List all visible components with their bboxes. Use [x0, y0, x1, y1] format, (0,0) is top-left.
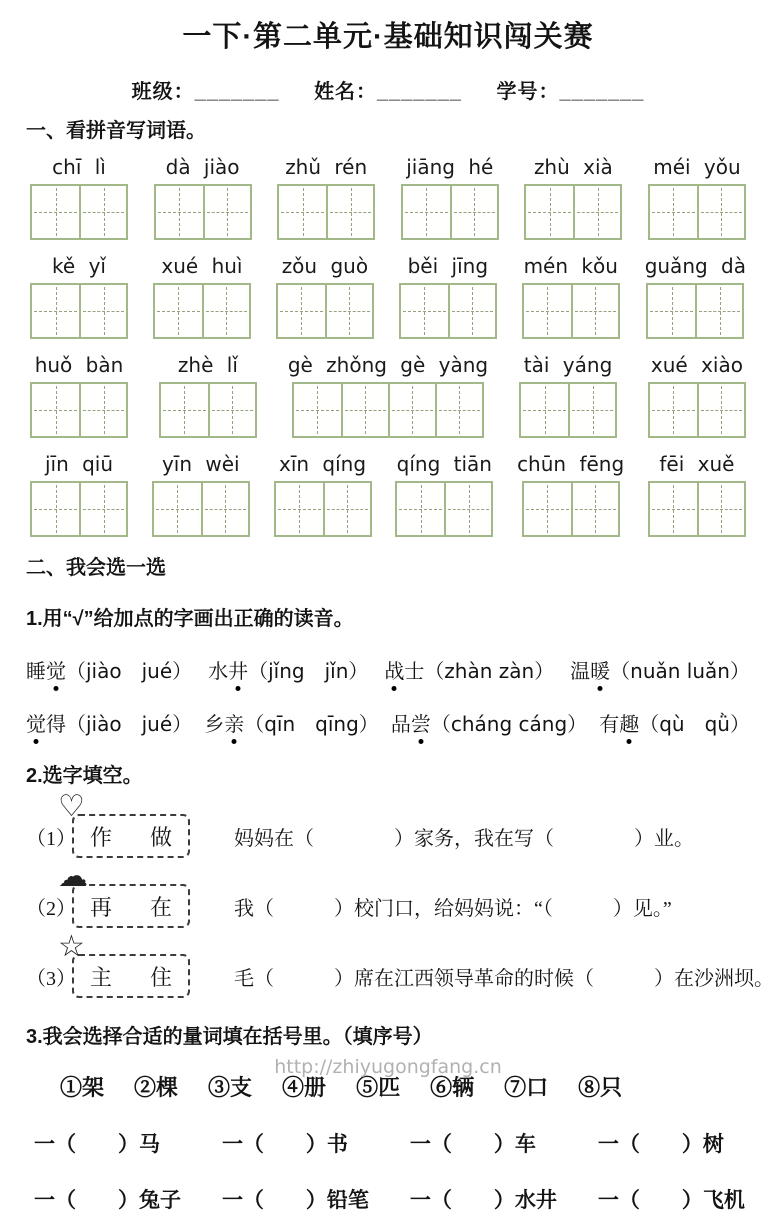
measure-option[interactable]: ⑤匹 [356, 1075, 401, 1100]
choice-char[interactable]: 住 [149, 964, 172, 990]
grid-cell [203, 186, 250, 238]
item-number: （2） [26, 897, 76, 920]
pinyin-row-4 [30, 452, 746, 537]
grid-cell [650, 384, 697, 436]
char-choice-box[interactable] [58, 789, 190, 858]
fill-blank-row-3 [26, 929, 774, 998]
writing-grid-box[interactable] [276, 283, 374, 339]
pinyin-label: zhù xià [533, 155, 613, 179]
writing-grid-box[interactable] [152, 481, 250, 537]
measure-option[interactable]: ⑥辆 [430, 1075, 475, 1100]
writing-grid-box[interactable] [646, 283, 744, 339]
grid-cell [648, 285, 695, 337]
pinyin-label: gè zhǒng gè yàng [287, 353, 489, 377]
pinyin-label: jīn qiū [44, 452, 114, 476]
grid-cell [202, 285, 249, 337]
grid-cell [571, 285, 618, 337]
pinyin-word [30, 452, 128, 537]
grid-cell [155, 285, 202, 337]
pronunciation-options[interactable]: （nuǎn luǎn） [610, 659, 750, 683]
grid-cell [278, 285, 325, 337]
word-char-dotted: 觉 [26, 708, 46, 737]
fill-blank-row-2 [26, 859, 750, 928]
measure-option[interactable]: ⑧只 [578, 1075, 623, 1100]
char-choice-box[interactable] [58, 859, 190, 928]
pronunciation-options[interactable]: （jiào jué） [66, 712, 193, 736]
grid-cell [526, 186, 573, 238]
grid-cell [325, 285, 372, 337]
grid-cell [79, 285, 126, 337]
grid-cell [156, 186, 203, 238]
pinyin-word [648, 353, 746, 438]
grid-cell [650, 186, 697, 238]
pinyin-label: jiāng hé [406, 155, 494, 179]
word-char: 温 [570, 661, 591, 683]
measure-option[interactable]: ③支 [208, 1075, 253, 1100]
fill-sentence: 毛（ ）席在江西领导革命的时候（ ）在沙洲坝。 [234, 967, 774, 990]
pinyin-word [153, 254, 251, 339]
pinyin-row-3 [30, 353, 746, 438]
pinyin-label: běi jīng [407, 254, 489, 278]
word-char-dotted: 尝 [411, 708, 431, 737]
pinyin-row-1 [30, 155, 746, 240]
writing-grid-box[interactable] [522, 283, 620, 339]
page-title: 一下·第二单元·基础知识闯关赛 [182, 21, 594, 53]
grid-cell [341, 384, 388, 436]
item-number: （1） [26, 827, 76, 850]
pinyin-label: xué xiào [650, 353, 743, 377]
writing-grid-box[interactable] [648, 481, 746, 537]
measure-blank-item[interactable]: 一（ ）马 [34, 1133, 160, 1156]
pinyin-word [152, 452, 250, 537]
star-icon: ☆ [58, 929, 85, 964]
grid-cell [450, 186, 497, 238]
pronunciation-options[interactable]: （qīn qīng） [244, 712, 379, 736]
grid-cell [521, 384, 568, 436]
word-char-dotted: 趣 [619, 708, 639, 737]
fill-blank-row-1 [26, 789, 750, 858]
choice-char[interactable]: 再 [90, 894, 113, 920]
pinyin-label: xué huì [161, 254, 243, 278]
grid-cell [154, 483, 201, 535]
watermark-url: http://zhiyugongfang.cn [274, 1056, 502, 1078]
pinyin-word [277, 155, 375, 240]
q3-heading: 3.我会选择合适的量词填在括号里。（填序号） [26, 1026, 433, 1048]
grid-cell [279, 186, 326, 238]
choice-char[interactable]: 作 [90, 824, 113, 850]
writing-grid-box[interactable] [522, 481, 620, 537]
pinyin-label: huǒ bàn [34, 353, 124, 377]
pronunciation-item [204, 708, 379, 737]
choice-char[interactable]: 主 [90, 964, 113, 990]
fill-sentence: 妈妈在（ ）家务，我在写（ ）业。 [234, 827, 694, 850]
grid-cell [448, 285, 495, 337]
grid-cell [388, 384, 435, 436]
choice-char[interactable]: 在 [149, 894, 172, 920]
writing-grid-box[interactable] [30, 481, 128, 537]
grid-cell [650, 483, 697, 535]
pinyin-label: fēi xuě [659, 452, 735, 476]
measure-blank-item[interactable]: 一（ ）兔子 [34, 1189, 181, 1212]
pinyin-word [288, 353, 488, 438]
pronunciation-item [26, 655, 192, 684]
measure-blank-item[interactable]: 一（ ）车 [409, 1133, 536, 1156]
grid-cell [294, 384, 341, 436]
pinyin-word [401, 155, 499, 240]
grid-cell [697, 186, 744, 238]
measure-blank-item[interactable]: 一（ ）书 [221, 1133, 348, 1156]
word-char: 得 [46, 714, 66, 736]
pronunciation-item [26, 708, 192, 737]
pinyin-word [399, 254, 497, 339]
grid-cell [697, 483, 744, 535]
writing-grid-box[interactable] [277, 184, 375, 240]
pinyin-label: yīn wèi [161, 452, 240, 476]
pinyin-word [522, 254, 620, 339]
grid-cell [444, 483, 491, 535]
writing-grid-box[interactable] [524, 184, 622, 240]
grid-cell [435, 384, 482, 436]
pronunciation-item [391, 708, 587, 737]
word-char-dotted: 暖 [590, 655, 610, 684]
writing-grid-box[interactable] [30, 382, 128, 438]
writing-grid-box[interactable] [648, 184, 746, 240]
pinyin-label: tài yáng [523, 353, 613, 377]
pinyin-label: zhǔ rén [285, 155, 368, 179]
pinyin-word [517, 452, 624, 537]
pinyin-word [274, 452, 372, 537]
cloud-icon: ☁ [58, 859, 88, 894]
word-char: 睡 [26, 661, 46, 683]
pinyin-word [648, 452, 746, 537]
name-field[interactable]: 姓名：_______ [314, 81, 462, 103]
pronunciation-options[interactable]: （jǐng jǐn） [248, 659, 369, 683]
pinyin-label: chūn fēng [517, 452, 625, 476]
pronunciation-item [570, 655, 750, 684]
grid-cell [276, 483, 323, 535]
pronunciation-options[interactable]: （qù qǜ） [639, 712, 750, 736]
grid-cell [208, 384, 255, 436]
student-info-line [26, 75, 750, 104]
pronunciation-item [208, 655, 368, 684]
pinyin-label: xīn qíng [279, 452, 367, 476]
pinyin-label: zhè lǐ [177, 353, 238, 377]
pinyin-label: méi yǒu [653, 155, 741, 179]
word-char-dotted: 战 [384, 655, 404, 684]
pinyin-label: qíng tiān [396, 452, 492, 476]
word-char: 乡 [204, 714, 225, 736]
writing-grid-box[interactable] [292, 382, 484, 438]
word-char-dotted: 亲 [224, 708, 244, 737]
pronunciation-item [599, 708, 750, 737]
pinyin-word [519, 353, 617, 438]
pinyin-word [159, 353, 257, 438]
word-char-dotted: 觉 [46, 655, 66, 684]
measure-option[interactable]: ②棵 [134, 1075, 179, 1100]
grid-cell [32, 186, 79, 238]
writing-grid-box[interactable] [153, 283, 251, 339]
class-field[interactable]: 班级：_______ [131, 81, 280, 103]
word-char: 士 [404, 661, 425, 683]
measure-option[interactable]: ①架 [60, 1075, 105, 1100]
pinyin-label: zǒu guò [281, 254, 369, 278]
grid-cell [161, 384, 208, 436]
measure-word-blanks [34, 1128, 750, 1214]
grid-cell [573, 186, 620, 238]
pronunciation-row-1 [26, 655, 750, 684]
word-char: 有 [599, 714, 620, 736]
grid-cell [326, 186, 373, 238]
writing-grid-box[interactable] [401, 184, 499, 240]
q1-heading: 1.用“√”给加点的字画出正确的读音。 [26, 608, 354, 630]
grid-cell [403, 186, 450, 238]
measure-blank-item[interactable]: 一（ ）水井 [409, 1189, 557, 1212]
grid-cell [32, 483, 79, 535]
item-number: （3） [26, 967, 76, 990]
grid-cell [524, 285, 571, 337]
pinyin-word [276, 254, 374, 339]
pronunciation-row-2 [26, 708, 750, 737]
pronunciation-options[interactable]: （zhàn zàn） [424, 659, 555, 683]
writing-grid-box[interactable] [399, 283, 497, 339]
measure-option[interactable]: ④册 [282, 1075, 327, 1100]
pinyin-row-2 [30, 254, 746, 339]
word-char: 品 [390, 714, 411, 736]
word-char: 水 [208, 661, 229, 683]
grid-cell [323, 483, 370, 535]
measure-blank-item[interactable]: 一（ ）铅笔 [221, 1189, 369, 1212]
grid-cell [201, 483, 248, 535]
writing-grid-box[interactable] [648, 382, 746, 438]
pinyin-label: guǎng dà [644, 254, 746, 278]
grid-cell [571, 483, 618, 535]
grid-cell [79, 186, 126, 238]
writing-grid-box[interactable] [519, 382, 617, 438]
pinyin-word [30, 254, 128, 339]
pinyin-label: chī lì [52, 155, 106, 179]
pinyin-label: kě yǐ [52, 254, 106, 278]
word-char-dotted: 井 [228, 655, 248, 684]
measure-option[interactable]: ⑦口 [504, 1075, 549, 1100]
heart-icon: ♡ [58, 789, 85, 824]
grid-cell [697, 384, 744, 436]
grid-cell [79, 483, 126, 535]
grid-cell [32, 285, 79, 337]
pinyin-word [154, 155, 252, 240]
choice-char[interactable]: 做 [149, 824, 172, 850]
writing-grid-box[interactable] [395, 481, 493, 537]
pinyin-word [395, 452, 493, 537]
pinyin-word [30, 353, 128, 438]
fill-sentence: 我（ ）校门口，给妈妈说：“（ ）见。” [234, 897, 672, 920]
student-id-field[interactable]: 学号：_______ [496, 81, 645, 103]
section1-heading: 一、看拼音写词语。 [26, 120, 206, 142]
pronunciation-options[interactable]: （cháng cáng） [430, 712, 588, 736]
pronunciation-options[interactable]: （jiào jué） [66, 659, 193, 683]
measure-blank-item[interactable]: 一（ ）树 [597, 1133, 724, 1156]
grid-cell [524, 483, 571, 535]
pinyin-word [524, 155, 622, 240]
q2-heading: 2.选字填空。 [26, 765, 143, 787]
writing-grid-box[interactable] [30, 184, 128, 240]
writing-grid-box[interactable] [30, 283, 128, 339]
writing-grid-box[interactable] [154, 184, 252, 240]
pinyin-word [30, 155, 128, 240]
grid-cell [695, 285, 742, 337]
grid-cell [401, 285, 448, 337]
char-choice-box[interactable] [58, 929, 190, 998]
grid-cell [568, 384, 615, 436]
writing-grid-box[interactable] [159, 382, 257, 438]
grid-cell [397, 483, 444, 535]
pinyin-label: dà jiào [165, 155, 240, 179]
pinyin-label: mén kǒu [523, 254, 618, 278]
section2-heading: 二、我会选一选 [26, 557, 166, 579]
grid-cell [32, 384, 79, 436]
pinyin-word [645, 254, 746, 339]
grid-cell [79, 384, 126, 436]
measure-blank-item[interactable]: 一（ ）飞机 [597, 1189, 745, 1212]
pinyin-word [648, 155, 746, 240]
pronunciation-item [384, 655, 554, 684]
writing-grid-box[interactable] [274, 481, 372, 537]
